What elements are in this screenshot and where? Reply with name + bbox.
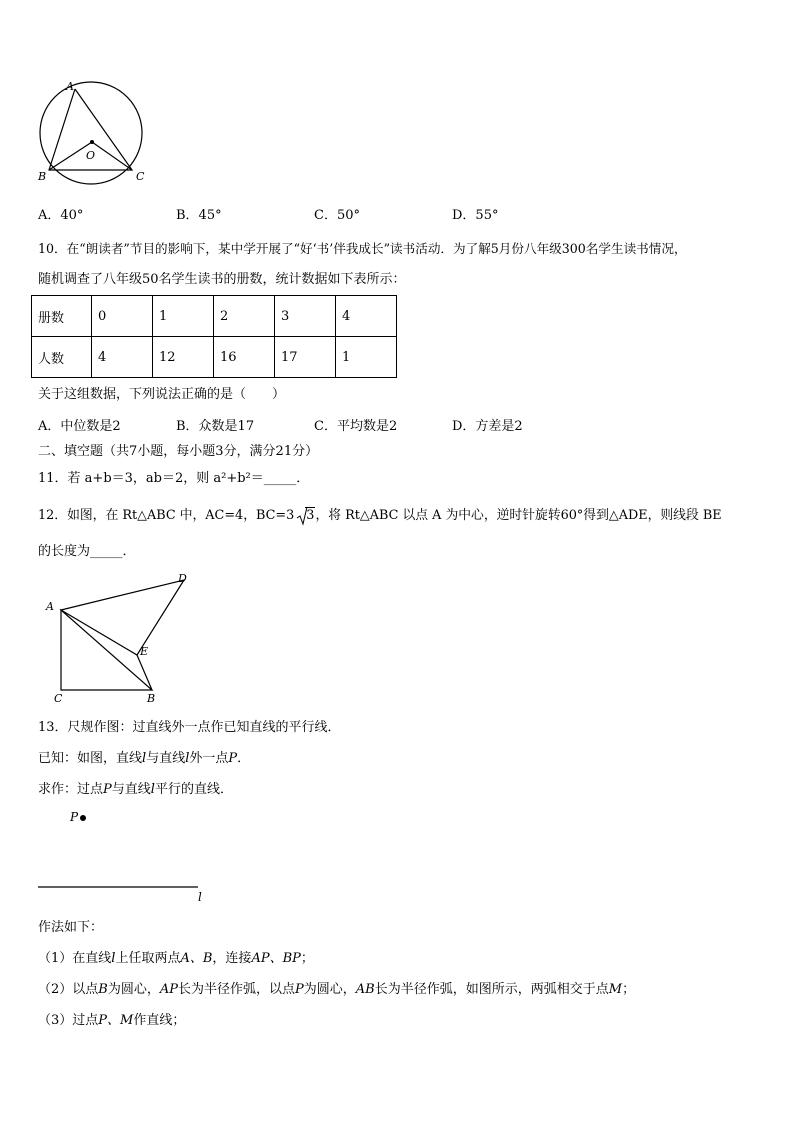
center-point <box>90 140 94 144</box>
text: 长为半径作弧，以点 <box>178 982 296 997</box>
q13-given <box>38 751 250 767</box>
q10-data-table <box>31 295 397 378</box>
label-o: O <box>86 149 96 162</box>
symbol-ab: A、B <box>180 951 213 966</box>
step-3 <box>38 1013 185 1029</box>
q10-line1: 10．在“朗读者”节目的影响下，某中学开展了“好‘书’伴我成长”读书活动．为了解5月份八年级300名学生读书情况， <box>38 241 687 256</box>
q10-option-d: D．方差是2 <box>452 419 523 434</box>
symbol-l: l <box>185 751 190 766</box>
q12-text-a: 12．如图，在 Rt△ABC 中，AC=4，BC=3 <box>38 508 295 523</box>
text: 长为半径作弧，如图所示，两弧相交于点 <box>374 982 609 997</box>
text: 外一点 <box>189 751 229 766</box>
q10-line2: 随机调查了八年级50名学生读书的册数，统计数据如下表所示： <box>38 272 406 287</box>
table-cell: 4 <box>336 296 397 337</box>
table-row <box>32 296 397 337</box>
label-a: A <box>46 600 54 613</box>
label-p: P <box>70 810 79 824</box>
symbol-ab: AB <box>355 982 375 997</box>
text: ； <box>300 951 314 966</box>
segment-be <box>137 655 152 690</box>
label-b: B <box>38 170 47 183</box>
q10-option-b: B．众数是17 <box>176 419 255 434</box>
point-p <box>80 815 86 821</box>
text: 求作：过点 <box>38 782 104 797</box>
triangle-ade <box>61 580 184 655</box>
text: ，连接 <box>212 951 252 966</box>
q13-line-point-figure <box>36 806 208 906</box>
table-cell: 1 <box>153 296 214 337</box>
table-cell: 12 <box>153 337 214 378</box>
label-d: D <box>178 572 187 585</box>
q10-question: 关于这组数据，下列说法正确的是（ ） <box>38 387 286 402</box>
symbol-m: M <box>608 982 623 997</box>
text: 作直线； <box>133 1013 186 1028</box>
text: 平行的直线． <box>154 782 233 797</box>
label-c: C <box>136 170 145 183</box>
triangle-acb <box>61 610 152 690</box>
symbol-p: P <box>228 751 238 766</box>
q12-line1 <box>38 508 722 524</box>
label-e: E <box>140 645 149 658</box>
table-row <box>32 337 397 378</box>
table-cell: 16 <box>214 337 275 378</box>
q10-option-c: C．平均数是2 <box>314 419 398 434</box>
step-1 <box>38 951 314 967</box>
text: 与直线 <box>146 751 186 766</box>
table-cell: 册数 <box>32 296 92 337</box>
text: 与直线 <box>111 782 151 797</box>
sqrt-radicand: 3 <box>306 508 315 523</box>
label-l: l <box>198 890 202 904</box>
section-heading: 二、填空题（共7小题，每小题3分，满分21分） <box>38 444 319 459</box>
q13-requirement <box>38 782 233 798</box>
text: （3）过点 <box>38 1013 99 1028</box>
q9-circle-figure <box>34 78 154 188</box>
sqrt-expression <box>296 508 315 524</box>
symbol-ap-bp: AP、BP <box>251 951 301 966</box>
table-cell: 4 <box>92 337 153 378</box>
symbol-l: l <box>150 782 155 797</box>
table-cell: 17 <box>275 337 336 378</box>
label-c: C <box>54 692 63 705</box>
table-cell: 0 <box>92 296 153 337</box>
symbol-p: P <box>295 982 304 997</box>
q11-text: 11．若 a+b＝3，ab＝2，则 a²+b²＝_____． <box>38 471 310 486</box>
segment-oc <box>92 142 132 170</box>
q12-rotation-figure <box>44 570 204 705</box>
text: 已知：如图，直线 <box>38 751 143 766</box>
symbol-p: P <box>103 782 112 797</box>
method-heading: 作法如下： <box>38 920 104 935</box>
symbol-l: l <box>142 751 147 766</box>
symbol-l: l <box>111 951 116 966</box>
label-b: B <box>147 692 156 705</box>
q10-option-a: A．中位数是2 <box>38 419 121 434</box>
q12-line2: 的长度为_____． <box>38 544 136 559</box>
table-cell: 2 <box>214 296 275 337</box>
text: （2）以点 <box>38 982 99 997</box>
table-cell: 人数 <box>32 337 92 378</box>
text: ； <box>622 982 636 997</box>
q9-option-c: C．50° <box>314 208 360 223</box>
text: 为圆心， <box>107 982 160 997</box>
circumcircle <box>40 82 142 184</box>
q13-title: 13．尺规作图：过直线外一点作已知直线的平行线． <box>38 720 341 735</box>
q9-option-a: A．40° <box>38 208 84 223</box>
q9-option-b: B．45° <box>176 208 222 223</box>
q12-text-b: ，将 Rt△ABC 以点 A 为中心，逆时针旋转60°得到△ADE，则线段 BE <box>315 508 722 523</box>
text: ． <box>237 751 251 766</box>
symbol-b: B <box>98 982 108 997</box>
table-cell: 3 <box>275 296 336 337</box>
q9-option-d: D．55° <box>452 208 499 223</box>
symbol-pm: P、M <box>98 1013 134 1028</box>
text: 为圆心， <box>303 982 356 997</box>
label-a: A <box>66 80 74 93</box>
step-2 <box>38 982 635 998</box>
text: （1）在直线 <box>38 951 112 966</box>
text: 上任取两点 <box>115 951 181 966</box>
table-cell: 1 <box>336 337 397 378</box>
symbol-ap: AP <box>159 982 178 997</box>
